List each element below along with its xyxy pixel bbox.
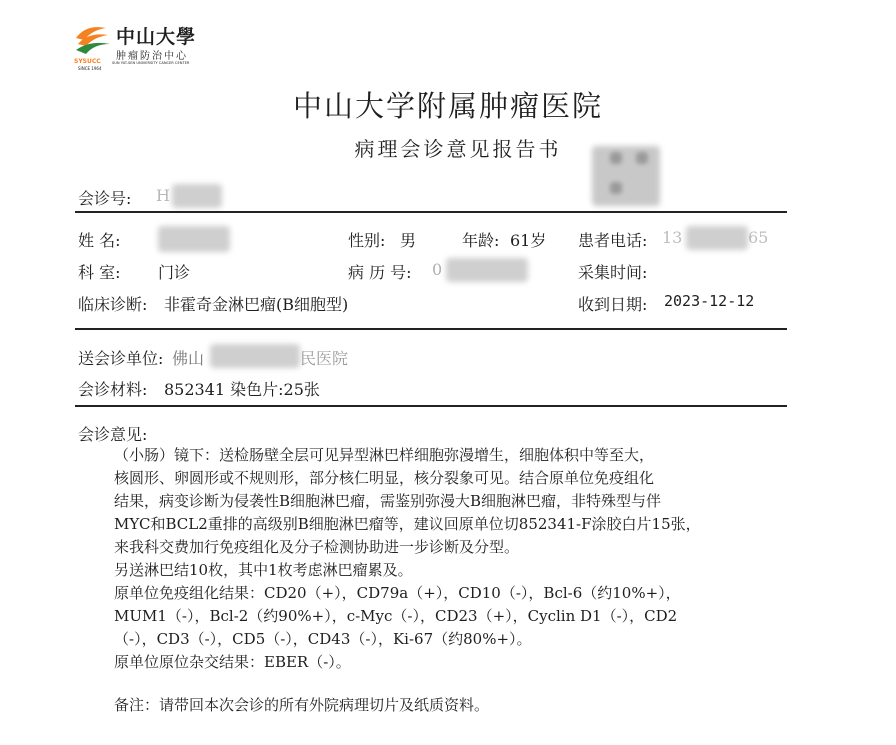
opinion-line: 另送淋巴结10枚，其中1枚考虑淋巴瘤累及。 [114,561,413,579]
logo-name-cn: 中山大學 [116,26,197,48]
age-label: 年龄: [462,231,500,250]
opinion-line: （-），CD3（-），CD5（-），CD43（-），Ki-67（约80%+）。 [114,630,532,648]
material-value: 852341 染色片:25张 [164,380,320,399]
diagnosis-value: 非霍奇金淋巴瘤(B细胞型) [164,295,349,314]
opinion-line: 来我科交费加行免疫组化及分子检测协助进一步诊断及分型。 [114,538,520,556]
redacted-record [446,258,528,282]
divider [75,328,787,330]
record-label: 病 历 号: [348,263,412,282]
phone-start: 13 [662,228,683,247]
opinion-body [114,444,701,674]
received-date: 2023-12-12 [664,292,755,310]
opinion-line: （小肠）镜下：送检肠壁全层可见异型淋巴样细胞弥漫增生，细胞体积中等至大， [114,446,655,464]
gender-value: 男 [400,231,417,250]
dept-label: 科 室: [78,263,121,282]
collect-label: 采集时间: [578,263,648,282]
logo-dept-en: SUN YAT-SEN UNIVERSITY CANCER CENTER [112,61,190,65]
report-title: 病理会诊意见报告书 [354,137,562,161]
consult-no-label: 会诊号: [78,189,132,208]
phone-end: 65 [748,228,769,247]
sysucc-logo-icon [72,22,112,58]
qr-code-icon [592,146,660,206]
sender-start: 佛山 [172,349,205,368]
material-label: 会诊材料: [78,380,148,399]
logo-since: SINCE 1964 [78,66,102,71]
opinion-line: 结果，病变诊断为侵袭性B细胞淋巴瘤，需鉴别弥漫大B细胞淋巴瘤，非特殊型与伴 [114,492,662,510]
remark-note: 备注：请带回本次会诊的所有外院病理切片及纸质资料。 [114,696,490,714]
gender-label: 性别: [348,231,386,250]
opinion-line: MYC和BCL2重排的高级别B细胞淋巴瘤等，建议回原单位切852341-F涂胶白片15张， [114,515,701,533]
record-visible: 0 [432,260,443,279]
opinion-line: MUM1（-），Bcl-2（约90%+），c-Myc（-），CD23（+），Cyclin D1（-），CD2 [114,607,678,625]
logo-abbr: SYSUCC [74,58,101,65]
opinion-line: 原单位原位杂交结果：EBER（-）。 [114,653,351,671]
hospital-title: 中山大学附属肿瘤医院 [292,89,603,123]
redacted-phone [686,226,748,250]
name-label: 姓 名: [78,231,121,250]
diagnosis-label: 临床诊断: [78,295,148,314]
opinion-line: 原单位免疫组化结果：CD20（+），CD79a（+），CD10（-），Bcl-6（约10%+）， [114,584,681,602]
redacted-consult-no [172,184,222,208]
opinion-heading: 会诊意见: [78,425,148,444]
sender-label: 送会诊单位: [78,349,164,368]
consult-no-value: H [156,186,170,205]
divider [75,405,787,407]
phone-label: 患者电话: [578,231,648,250]
redacted-name [158,226,230,252]
redacted-sender [210,344,300,368]
dept-value: 门诊 [158,263,191,282]
logo-dept-cn: 肿瘤防治中心 [116,51,188,62]
sender-end: 民医院 [300,349,349,368]
opinion-line: 核圆形、卵圆形或不规则形，部分核仁明显，核分裂象可见。结合原单位免疫组化 [114,469,655,487]
received-label: 收到日期: [578,295,648,314]
age-value: 61岁 [510,231,547,250]
divider [75,211,787,213]
